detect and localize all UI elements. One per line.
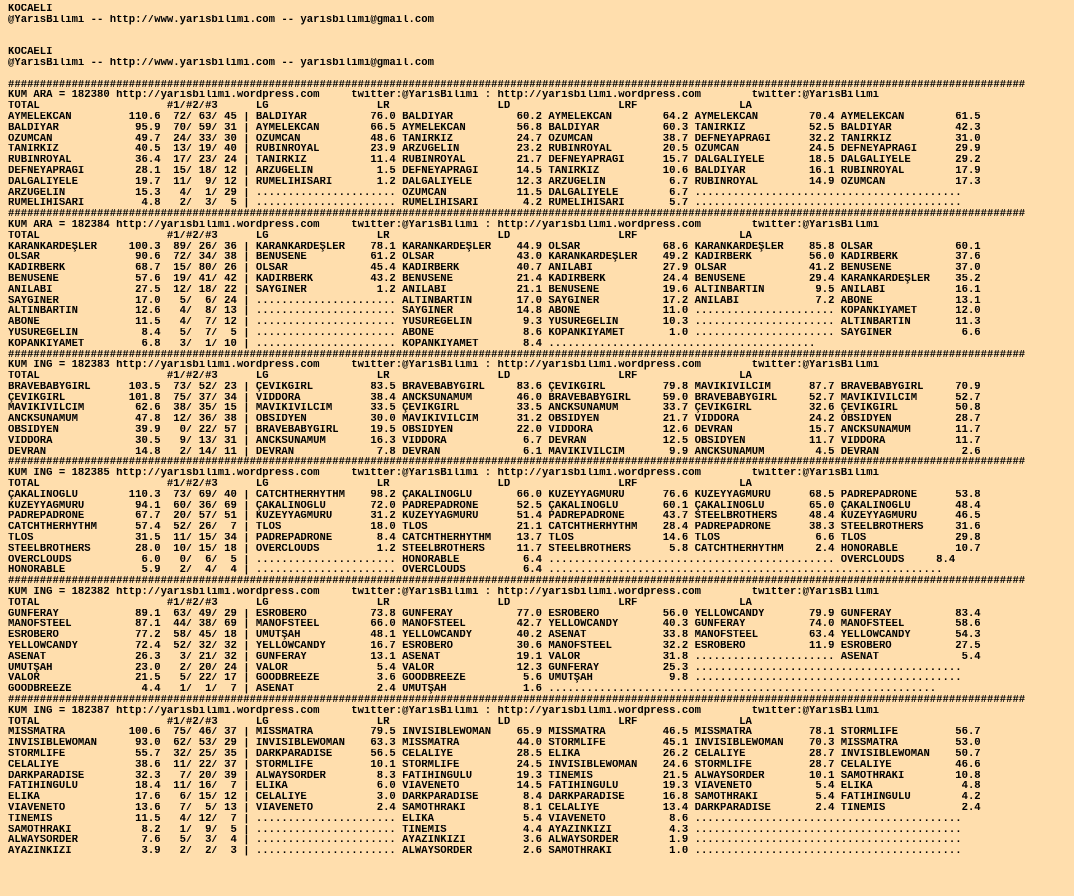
race-header: KUM ING = 182383 http://yarisbilimi.wordpress.com twitter:@YarisBilimi : http://yarisbilimi.wordpress.com twitter:@YarisBilimi (8, 360, 879, 372)
result-row: DARKPARADİSE 32.3 7/ 20/ 39 | ALWAYSORDER 8.3 FATİHİNGÜLÜ 19.3 TİNEMİS 21.5 ALWAYSORDER 10.1 SAMOTHRAKI 10.8 (8, 770, 981, 782)
result-row: KUZEYYAGMURU 94.1 60/ 36/ 69 | ÇAKALINOĞLU 72.0 PADREPADRONE 52.5 ÇAKALINOĞLU 60.1 ÇAKALINOĞLU 65.0 ÇAKALINOĞLU 48.4 (8, 500, 981, 512)
result-row: ASENAT 26.3 3/ 21/ 32 | GUNFERAY 13.1 ASENAT 19.1 VALOR 31.8 ...................... ASENAT 5.4 (8, 651, 981, 663)
race-tables (8, 80, 1074, 857)
result-row: OVERCLOUDS 6.0 0/ 6/ 5 | ...................... HONORABLE 6.4 ............................................. OVERCLOUDS 8.4 (8, 554, 956, 566)
result-row: OBSİDYEN 39.9 0/ 22/ 57 | BRAVEBABYGIRL 19.5 OBSİDYEN 22.0 VIDDORA 12.6 DEVRAN 15.7 ANCKSUNAMUM 11.7 (8, 425, 981, 436)
result-row: CELALİYE 38.6 11/ 22/ 37 | STORMLIFE 10.1 STORMLIFE 24.5 INVISIBLEWOMAN 24.6 STORMLIFE 28.7 CELALİYE 46.6 (8, 759, 981, 771)
result-row: CATCHTHERHYTHM 57.4 52/ 26/ 7 | TLOS 18.0 TLOS 21.1 CATCHTHERHYTHM 28.4 PADREPADRONE 38.3 STEELBROTHERS 31.6 (8, 522, 981, 534)
race-header: KUM ARA = 182384 http://yarisbilimi.wordpress.com twitter:@YarisBilimi : http://yarisbilimi.wordpress.com twitter:@YarisBilimi (8, 219, 879, 231)
result-row: STEELBROTHERS 28.0 10/ 15/ 18 | OVERCLOUDS 1.2 STEELBROTHERS 11.7 STEELBROTHERS 5.8 CATCHTHERHYTHM 2.4 HONORABLE 10.7 (8, 543, 981, 555)
result-row: FATİHİNGÜLÜ 18.4 11/ 16/ 7 | ELİKA 6.0 VIAVENETO 14.5 FATİHİNGÜLÜ 19.3 VIAVENETO 5.4 ELİKA 4.8 (8, 781, 981, 793)
result-row: SAMOTHRAKI 8.2 1/ 9/ 5 | ...................... TİNEMİS 4.4 AYAZINKIZI 4.3 .......................................... (8, 824, 962, 836)
result-row: DEFNEYAPRAĞI 28.1 15/ 18/ 12 | ARZUGELİN 1.5 DEFNEYAPRAĞI 14.5 TANIRKIZ 10.6 BALDİYAR 16.1 RUBINROYAL 17.9 (8, 165, 981, 177)
result-row: ALTINBARTIN 12.6 4/ 8/ 13 | ...................... SAYGINER 14.8 ABONE 11.0 ...................... KOPANKIYAMET 12.0 (8, 306, 981, 318)
result-row: KOPANKIYAMET 6.8 3/ 1/ 10 | ...................... KOPANKIYAMET 8.4 .......................................... (8, 338, 816, 350)
result-row: ÇAKALINOĞLU 110.3 73/ 69/ 40 | CATCHTHERHYTHM 98.2 ÇAKALINOĞLU 66.0 KUZEYYAGMURU 76.6 KUZEYYAGMURU 68.5 PADREPADRONE 53.8 (8, 489, 981, 501)
result-row: MAVİKIVILCIM 62.6 38/ 35/ 15 | MAVİKIVILCIM 33.5 ÇEVİKGIRL 33.5 ANCKSUNAMUM 33.7 ÇEVİKGIRL 32.6 ÇEVİKGIRL 50.8 (8, 403, 981, 415)
result-row: ANILABİ 27.5 12/ 18/ 22 | SAYGINER 1.2 ANILABİ 21.1 BENUSENE 19.6 ALTINBARTIN 9.5 ANILABİ 16.1 (8, 284, 981, 296)
result-row: ÖZÜMCAN 49.7 24/ 33/ 30 | ÖZÜMCAN 48.6 TANIRKIZ 24.7 ÖZÜMCAN 38.7 DEFNEYAPRAĞI 32.2 TANIRKIZ 31.0 (8, 133, 981, 145)
result-row: TLOS 31.5 11/ 15/ 34 | PADREPADRONE 8.4 CATCHTHERHYTHM 13.7 TLOS 14.6 TLOS 6.6 TLOS 29.8 (8, 533, 981, 544)
separator-line: ################################################################################################################################################################ (8, 576, 1026, 588)
column-header: TOTAL #1/#2/#3 LG LR LD LRF LA (8, 371, 752, 382)
result-row: KADİRBERK 68.7 15/ 80/ 26 | OLSAR 45.4 KADİRBERK 40.7 ANILABİ 27.9 OLSAR 41.2 BENUSENE 37.0 (8, 263, 981, 274)
result-row: ESROBERO 77.2 58/ 45/ 18 | UMUTŞAH 48.1 YELLOWCANDY 40.2 ASENAT 33.8 MANOFSTEEL 63.4 YELLOWCANDY 54.3 (8, 630, 981, 642)
result-row: HONORABLE 5.9 2/ 4/ 4 | ...................... OVERCLOUDS 6.4 .............................................................. (8, 565, 943, 577)
separator-line: ################################################################################################################################################################ (8, 695, 1026, 706)
result-row: BALDİYAR 95.9 70/ 59/ 31 | AYMELEKCAN 66.5 AYMELEKCAN 56.8 BALDİYAR 60.3 TANIRKIZ 52.5 BALDİYAR 42.3 (8, 122, 981, 134)
result-row: BENUSENE 57.6 19/ 41/ 42 | KADİRBERK 43.2 BENUSENE 21.4 KADİRBERK 24.4 BENUSENE 29.4 KARANKARDEŞLER 35.2 (8, 273, 981, 285)
blank-line (8, 69, 1074, 80)
result-row: STORMLIFE 55.7 32/ 25/ 35 | DARKPARADISE 56.5 CELALİYE 28.5 ELİKA 26.2 CELALİYE 28.7 INVISIBLEWOMAN 50.7 (8, 748, 981, 760)
result-row: OLSAR 90.6 72/ 34/ 38 | BENUSENE 61.2 OLSAR 43.0 KARANKARDEŞLER 49.2 KADİRBERK 56.0 KADİRBERK 37.6 (8, 252, 981, 264)
region-title: KOCAELI (8, 4, 53, 15)
result-row: DALGALIYELE 19.7 11/ 9/ 12 | RUMELIHISARI 1.2 DALGALIYELE 12.3 ARZUGELİN 6.7 RUBINROYAL 14.9 ÖZÜMCAN 17.3 (8, 176, 981, 188)
race-header: KUM ING = 182385 http://yarisbilimi.wordpress.com twitter:@YarisBilimi : http://yarisbilimi.wordpress.com twitter:@YarisBilimi (8, 468, 879, 480)
separator-line: ################################################################################################################################################################ (8, 349, 1026, 361)
result-row: GUNFERAY 89.1 63/ 49/ 29 | ESROBERO 73.8 GUNFERAY 77.0 ESROBERO 56.0 YELLOWCANDY 79.9 GUNFERAY 83.4 (8, 608, 981, 620)
result-row: YUSUREGELİN 8.4 5/ 7/ 5 | ...................... ABONE 8.6 KOPANKIYAMET 1.0 ...................... SAYGINER 6.6 (8, 327, 981, 339)
result-row: ELİKA 17.6 6/ 15/ 12 | CELALİYE 3.0 DARKPARADISE 8.4 DARKPARADISE 16.8 SAMOTHRAKI 5.4 FATİHİNGÜLÜ 4.2 (8, 792, 981, 803)
result-row: DEVRAN 14.8 2/ 14/ 11 | DEVRAN 7.8 DEVRAN 6.1 MAVİKIVILCIM 9.9 ANCKSUNAMUM 4.5 DEVRAN 2.6 (8, 446, 981, 458)
result-row: ALWAYSORDER 7.6 5/ 3/ 4 | ...................... AYAZINKIZI 3.6 ALWAYSORDER 1.9 .......................................... (8, 835, 962, 847)
result-row: RUBINROYAL 36.4 17/ 23/ 24 | TANIRKIZ 11.4 RUBINROYAL 21.7 DEFNEYAPRAĞI 15.7 DALGALIYELE 18.5 DALGALIYELE 29.2 (8, 155, 981, 166)
result-row: VIAVENETO 13.6 7/ 5/ 13 | VIAVENETO 2.4 SAMOTHRAKI 8.1 CELALİYE 13.4 DARKPARADISE 2.4 TİNEMİS 2.4 (8, 802, 981, 814)
result-row: PADREPADRONE 67.7 20/ 57/ 51 | KUZEYYAGMURU 31.2 KUZEYYAGMURU 51.4 PADREPADRONE 43.7 STEELBROTHERS 48.4 KUZEYYAGMURU 46.5 (8, 511, 981, 523)
result-row: AYMELEKCAN 110.6 72/ 63/ 45 | BALDİYAR 76.0 BALDİYAR 60.2 AYMELEKCAN 64.2 AYMELEKCAN 70.4 AYMELEKCAN 61.5 (8, 111, 981, 123)
column-header: TOTAL #1/#2/#3 LG LR LD LRF LA (8, 230, 752, 242)
result-row: AYAZINKIZI 3.9 2/ 2/ 3 | ...................... ALWAYSORDER 2.6 SAMOTHRAKI 1.0 .......................................... (8, 846, 962, 857)
result-row: KARANKARDEŞLER 100.3 89/ 26/ 36 | KARANKARDEŞLER 78.1 KARANKARDEŞLER 44.9 OLSAR 68.6 KARANKARDEŞLER 85.8 OLSAR 60.1 (8, 241, 981, 253)
result-row: ARZUGELİN 15.3 4/ 1/ 29 | ...................... ÖZÜMCAN 11.5 DALGALIYELE 6.7 .......................................... (8, 187, 962, 199)
result-row: GOODBREEZE 4.4 1/ 1/ 7 | ASENAT 2.4 UMUTŞAH 1.6 ............................................................. (8, 684, 937, 695)
column-header: TOTAL #1/#2/#3 LG LR LD LRF LA (8, 597, 752, 609)
race-header: KUM ING = 182382 http://yarisbilimi.wordpress.com twitter:@YarisBilimi : http://yarisbilimi.wordpress.com twitter:@YarisBilimi (8, 587, 879, 598)
result-row: ÇEVİKGIRL 101.8 75/ 37/ 34 | VIDDORA 38.4 ANCKSUNAMUM 46.0 BRAVEBABYGIRL 59.0 BRAVEBABYGIRL 52.7 MAVİKIVILCIM 52.7 (8, 392, 981, 404)
column-header: TOTAL #1/#2/#3 LG LR LD LRF LA (8, 716, 752, 728)
result-row: ANCKSUNAMUM 47.8 12/ 36/ 38 | OBSİDYEN 30.0 MAVİKIVILCIM 31.2 OBSİDYEN 21.7 VIDDORA 24.2 OBSİDYEN 28.7 (8, 414, 981, 426)
result-row: SAYGINER 17.0 5/ 6/ 24 | ...................... ALTINBARTIN 17.0 SAYGINER 17.2 ANILABİ 7.2 ABONE 13.1 (8, 295, 981, 307)
separator-line: ################################################################################################################################################################ (8, 209, 1026, 220)
blank-line (8, 26, 1074, 37)
result-row: UMUTŞAH 23.0 2/ 20/ 24 | VALOR 5.4 VALOR 12.3 GUNFERAY 25.3 .......................................... (8, 662, 962, 674)
column-header: TOTAL #1/#2/#3 LG LR LD LRF LA (8, 101, 752, 112)
column-header: TOTAL #1/#2/#3 LG LR LD LRF LA (8, 479, 752, 490)
result-row: BRAVEBABYGIRL 103.5 73/ 52/ 23 | ÇEVİKGIRL 83.5 BRAVEBABYGIRL 83.6 ÇEVİKGIRL 79.8 MAVİKIVILCIM 87.7 BRAVEBABYGIRL 70.9 (8, 381, 981, 393)
result-row: ABONE 11.5 4/ 7/ 12 | ...................... YUSUREGELİN 9.3 YUSUREGELİN 10.3 ...................... ALTINBARTIN 11.3 (8, 317, 981, 328)
result-row: TANIRKIZ 40.5 13/ 19/ 40 | RUBINROYAL 23.9 ARZUGELİN 23.2 RUBINROYAL 20.5 ÖZÜMCAN 24.5 DEFNEYAPRAĞI 29.9 (8, 144, 981, 156)
region-title-repeat: KOCAELI (8, 47, 53, 58)
result-row: TİNEMİS 11.5 4/ 12/ 7 | ...................... ELİKA 5.4 VIAVENETO 8.6 .......................................... (8, 813, 962, 825)
result-row: MISSMATRA 100.6 75/ 46/ 37 | MISSMATRA 79.5 INVISIBLEWOMAN 65.9 MISSMATRA 46.5 MISSMATRA 78.1 STORMLIFE 56.7 (8, 727, 981, 739)
result-row: VIDDORA 30.5 9/ 13/ 31 | ANCKSUNAMUM 16.3 VIDDORA 6.7 DEVRAN 12.5 OBSİDYEN 11.7 VIDDORA 11.7 (8, 435, 981, 447)
result-row: YELLOWCANDY 72.4 52/ 32/ 32 | YELLOWCANDY 16.7 ESROBERO 30.6 MANOFSTEEL 32.2 ESROBERO 11.9 ESROBERO 27.5 (8, 641, 981, 652)
result-row: MANOFSTEEL 87.1 44/ 38/ 69 | MANOFSTEEL 66.0 MANOFSTEEL 42.7 YELLOWCANDY 40.3 GUNFERAY 74.0 MANOFSTEEL 58.6 (8, 619, 981, 631)
race-header: KUM ING = 182387 http://yarisbilimi.wordpress.com twitter:@YarisBilimi : http://yarisbilimi.wordpress.com twitter:@YarisBilimi (8, 705, 879, 717)
separator-line: ################################################################################################################################################################ (8, 457, 1026, 469)
result-row: VALOR 21.5 5/ 22/ 17 | GOODBREEZE 3.6 GOODBREEZE 5.6 UMUTŞAH 9.8 .......................................... (8, 673, 962, 685)
result-row: RUMELIHISARI 4.8 2/ 3/ 5 | ...................... RUMELIHISARI 4.2 RUMELIHISARI 5.7 .......................................... (8, 198, 962, 210)
race-header: KUM ARA = 182380 http://yarisbilimi.wordpress.com twitter:@YarisBilimi : http://yarisbilimi.wordpress.com twitter:@YarisBilimi (8, 90, 879, 102)
result-row: INVISIBLEWOMAN 93.0 62/ 53/ 29 | INVISIBLEWOMAN 63.3 MISSMATRA 44.0 STORMLIFE 45.1 INVISIBLEWOMAN 70.3 MISSMATRA 53.0 (8, 738, 981, 749)
blank-line (8, 36, 1074, 47)
separator-line: ################################################################################################################################################################ (8, 79, 1026, 91)
credit-line: @YarisBilimi -- http://www.yarisbilimi.com -- yarisbilimi@gmail.com (8, 14, 434, 26)
credit-line-repeat: @YarisBilimi -- http://www.yarisbilimi.com -- yarisbilimi@gmail.com (8, 57, 434, 69)
